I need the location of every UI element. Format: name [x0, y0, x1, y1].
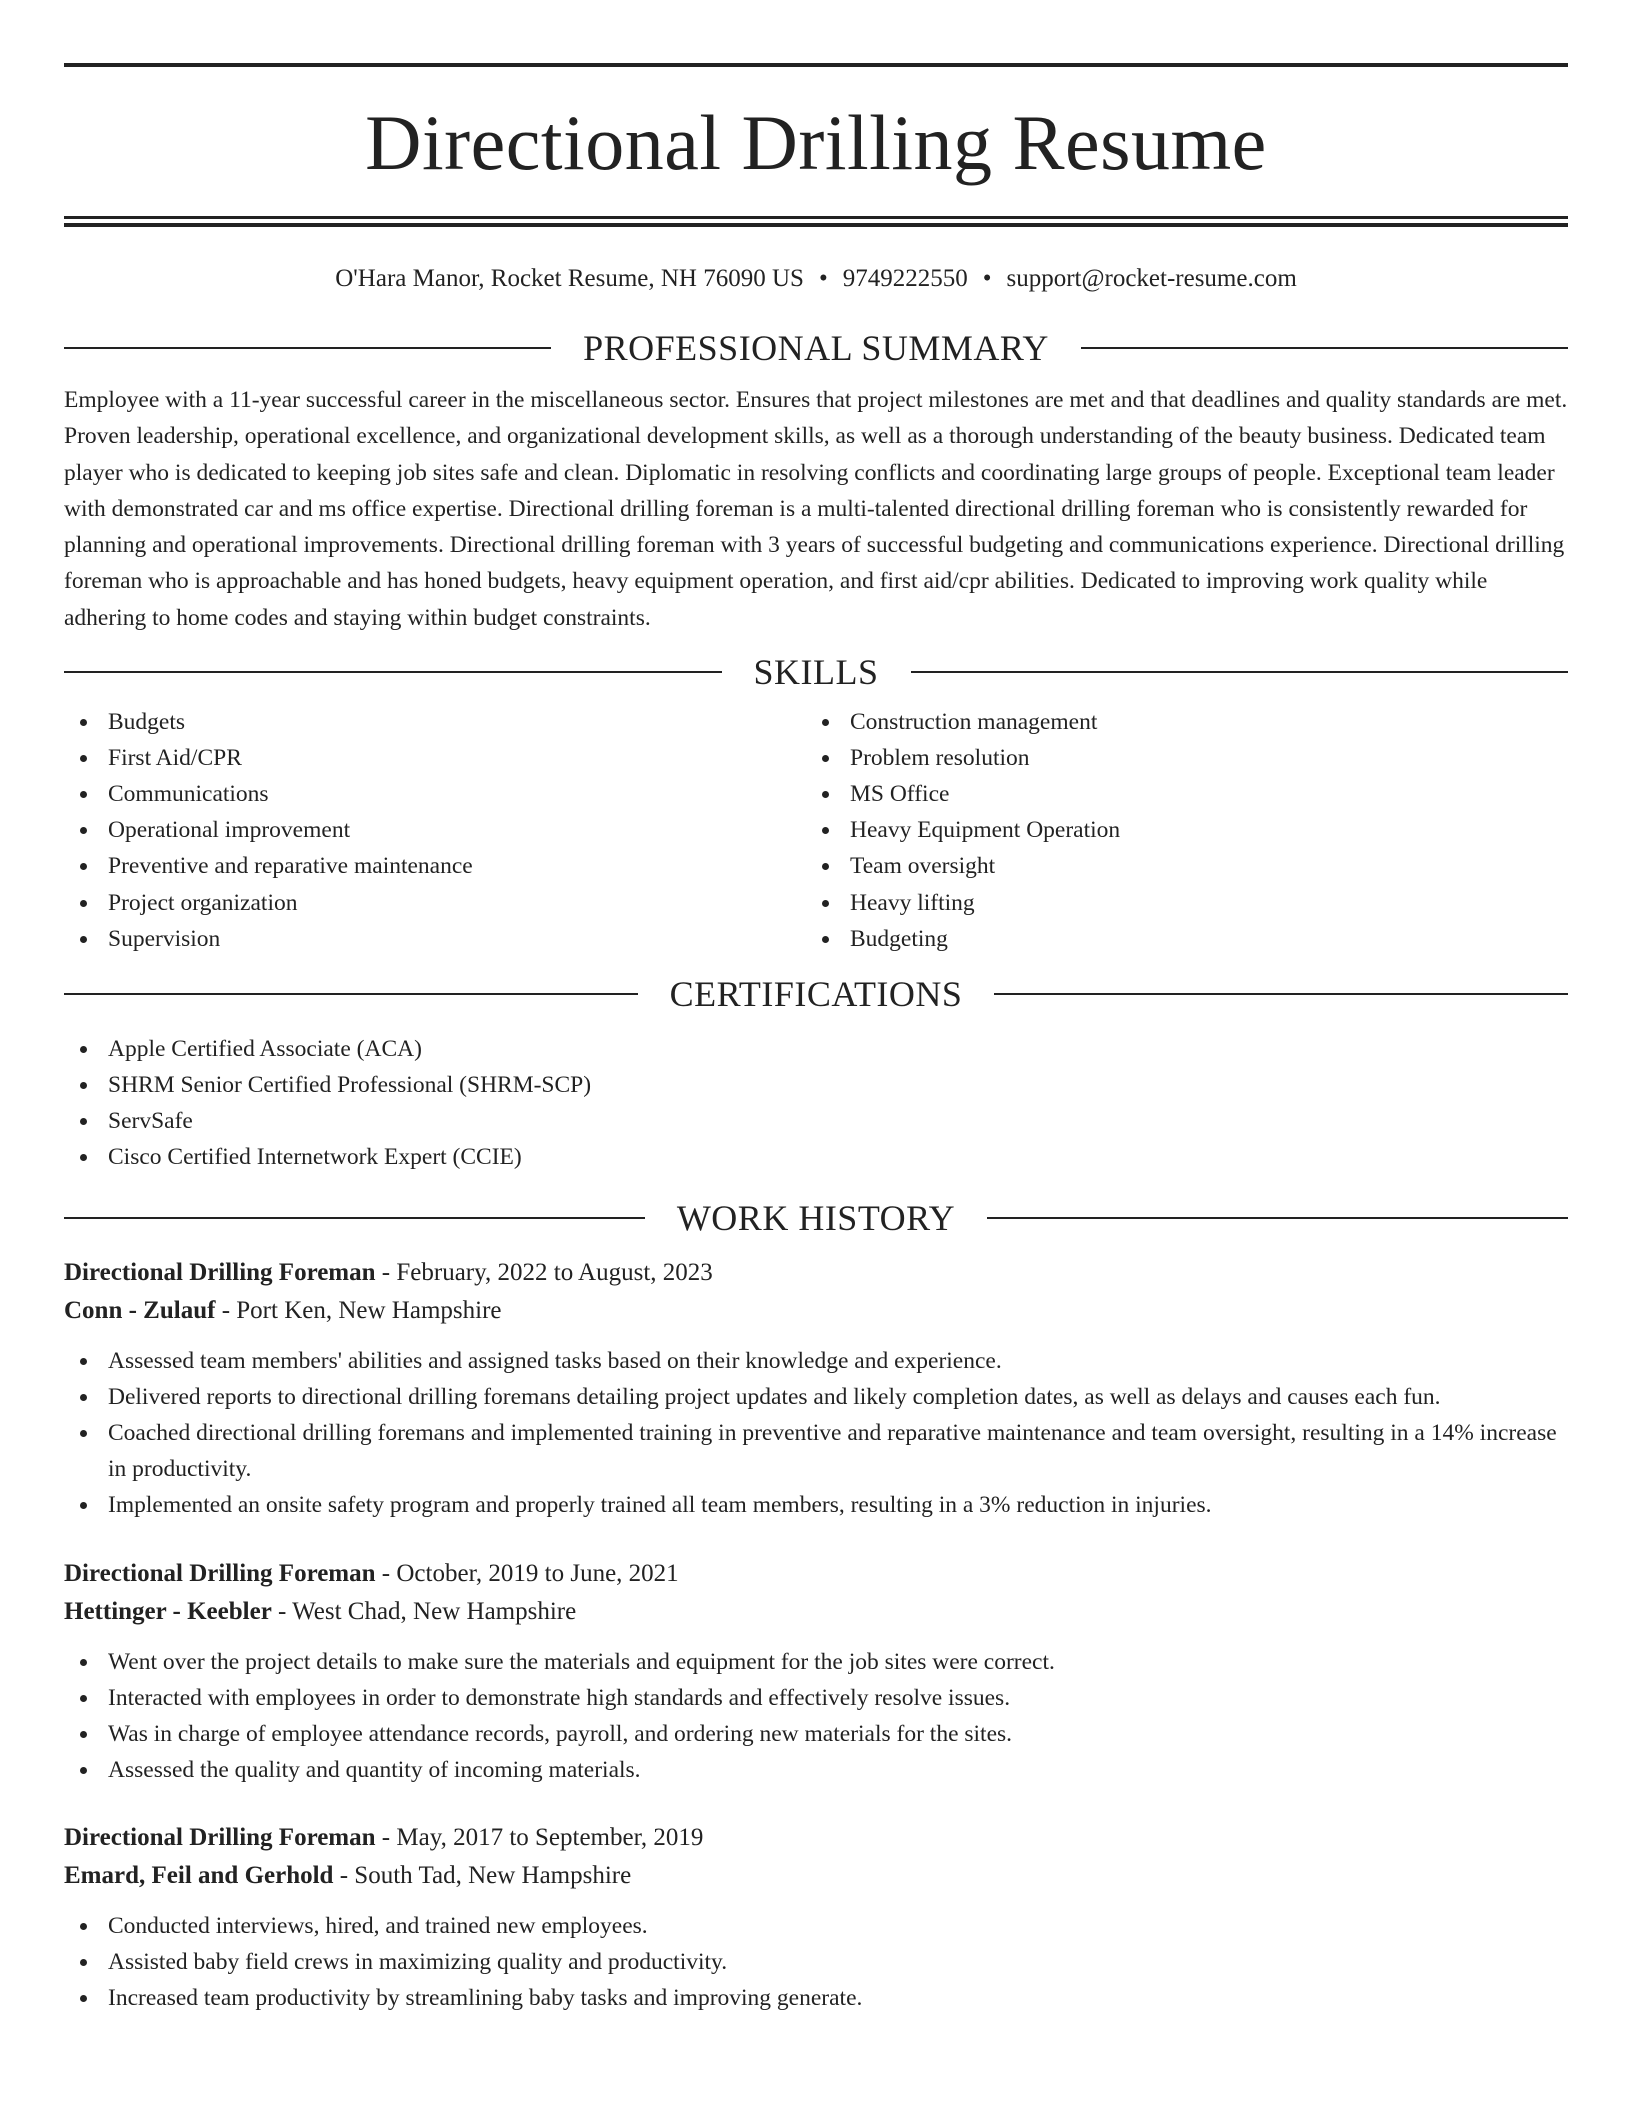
job-title: Directional Drilling Foreman: [64, 1559, 376, 1587]
resume-page: [64, 0, 1568, 2016]
company-location: - South Tad, New Hampshire: [333, 1861, 632, 1889]
skill-item: Project organization: [64, 885, 806, 921]
job-entry: [64, 1555, 1568, 1788]
company-line: [64, 1857, 1568, 1895]
section-header-skills: [64, 650, 1568, 694]
company-line: [64, 1593, 1568, 1631]
company-name: Emard, Feil and Gerhold: [64, 1861, 334, 1889]
section-header-certifications: [64, 972, 1568, 1016]
job-bullet: Assessed team members' abilities and assigned tasks based on their knowledge and experience.: [64, 1343, 1568, 1379]
skill-item: Operational improvement: [64, 812, 806, 848]
company-name: Hettinger - Keebler: [64, 1597, 272, 1625]
certification-item: Apple Certified Associate (ACA): [64, 1031, 1568, 1067]
job-bullet: Interacted with employees in order to demonstrate high standards and effectively resolve issues.: [64, 1680, 1568, 1716]
job-bullet: Coached directional drilling foremans and implemented training in preventive and reparative maintenance and team oversight, resulting in a 14% increase in productivity.: [64, 1415, 1568, 1487]
job-bullet: Went over the project details to make sure the materials and equipment for the job sites were correct.: [64, 1644, 1568, 1680]
job-entry: [64, 1819, 1568, 2016]
job-bullet: Assisted baby field crews in maximizing quality and productivity.: [64, 1944, 1568, 1980]
contact-phone: 9749222550: [842, 265, 968, 292]
title-double-rule: [64, 216, 1568, 227]
summary-text: Employee with a 11-year successful career in the miscellaneous sector. Ensures that project milestones are met and that deadlines and quality standards are met. Proven leadership, operational excellence, and organizational development skills, as well as a thorough understanding of the beauty business. Dedicated team player who is dedicated to keeping job sites safe and clean. Diplomatic in resolving conflicts and coordinating large groups of people. Exceptional team leader with demonstrated car and ms office expertise. Directional drilling foreman is a multi-talented directional drilling foreman who is consistently rewarded for planning and operational improvements. Directional drilling foreman with 3 years of successful budgeting and communications experience. Directional drilling foreman who is approachable and has honed budgets, heavy equipment operation, and first aid/cpr abilities. Dedicated to improving work quality while adhering to home codes and staying within budget constraints.: [64, 387, 1568, 631]
skill-item: Heavy Equipment Operation: [806, 812, 1548, 848]
certification-item: ServSafe: [64, 1103, 1568, 1139]
skill-item: Team oversight: [806, 848, 1548, 884]
section-header-summary: [64, 326, 1568, 370]
divider-line: [64, 671, 722, 673]
job-title-line: [64, 1819, 1568, 1857]
job-bullet: Implemented an onsite safety program and properly trained all team members, resulting in a 3% reduction in injuries.: [64, 1487, 1568, 1523]
job-entry: [64, 1254, 1568, 1523]
job-dates: - May, 2017 to September, 2019: [375, 1823, 704, 1851]
divider-line: [64, 993, 638, 995]
job-bullets: [64, 1343, 1568, 1523]
job-title-line: [64, 1254, 1568, 1292]
job-bullet: Conducted interviews, hired, and trained new employees.: [64, 1908, 1568, 1944]
company-line: [64, 1292, 1568, 1330]
skill-item: MS Office: [806, 776, 1548, 812]
company-location: - Port Ken, New Hampshire: [215, 1297, 502, 1325]
skill-item: Communications: [64, 776, 806, 812]
skill-item: Heavy lifting: [806, 885, 1548, 921]
divider-line: [1081, 347, 1568, 349]
skill-item: First Aid/CPR: [64, 740, 806, 776]
skill-item: Problem resolution: [806, 740, 1548, 776]
section-title-work-history: WORK HISTORY: [676, 1198, 956, 1239]
contact-separator: •: [818, 265, 828, 292]
section-title-summary: PROFESSIONAL SUMMARY: [583, 328, 1049, 368]
job-dates: - October, 2019 to June, 2021: [375, 1559, 679, 1587]
contact-separator: •: [982, 265, 992, 292]
contact-line: [64, 263, 1568, 295]
company-location: - West Chad, New Hampshire: [271, 1597, 577, 1625]
certification-item: Cisco Certified Internetwork Expert (CCIE): [64, 1139, 1568, 1175]
job-bullet: Increased team productivity by streamlining baby tasks and improving generate.: [64, 1980, 1568, 2016]
job-bullet: Delivered reports to directional drilling foremans detailing project updates and likely completion dates, as well as delays and causes each fun.: [64, 1379, 1568, 1415]
page-title: Directional Drilling Resume: [365, 99, 1267, 186]
skill-item: Preventive and reparative maintenance: [64, 848, 806, 884]
certifications-list: [64, 1031, 1568, 1175]
contact-email[interactable]: support@rocket-resume.com: [1006, 265, 1297, 292]
company-name: Conn - Zulauf: [64, 1297, 216, 1325]
divider-line: [911, 671, 1569, 673]
contact-address: O'Hara Manor, Rocket Resume, NH 76090 US: [335, 265, 804, 292]
skill-item: Budgeting: [806, 921, 1548, 957]
divider-line: [64, 1217, 645, 1219]
skills-column-right: [806, 704, 1548, 957]
section-title-certifications: CERTIFICATIONS: [669, 973, 963, 1014]
job-dates: - February, 2022 to August, 2023: [375, 1259, 713, 1287]
section-title-skills: SKILLS: [753, 652, 879, 693]
job-bullet: Assessed the quality and quantity of incoming materials.: [64, 1752, 1568, 1788]
skill-item: Construction management: [806, 704, 1548, 740]
job-title: Directional Drilling Foreman: [64, 1259, 376, 1287]
certification-item: SHRM Senior Certified Professional (SHRM-SCP): [64, 1067, 1568, 1103]
divider-line: [64, 347, 551, 349]
job-title-line: [64, 1555, 1568, 1593]
skill-item: Supervision: [64, 921, 806, 957]
divider-line: [994, 993, 1568, 995]
skills-column-left: [64, 704, 806, 957]
skills-list: [64, 704, 1568, 957]
job-bullets: [64, 1644, 1568, 1788]
divider-line: [987, 1217, 1568, 1219]
skill-item: Budgets: [64, 704, 806, 740]
section-header-work-history: [64, 1196, 1568, 1240]
top-rule: [64, 63, 1568, 67]
job-bullets: [64, 1908, 1568, 2016]
job-bullet: Was in charge of employee attendance records, payroll, and ordering new materials for the sites.: [64, 1716, 1568, 1752]
job-title: Directional Drilling Foreman: [64, 1823, 376, 1851]
